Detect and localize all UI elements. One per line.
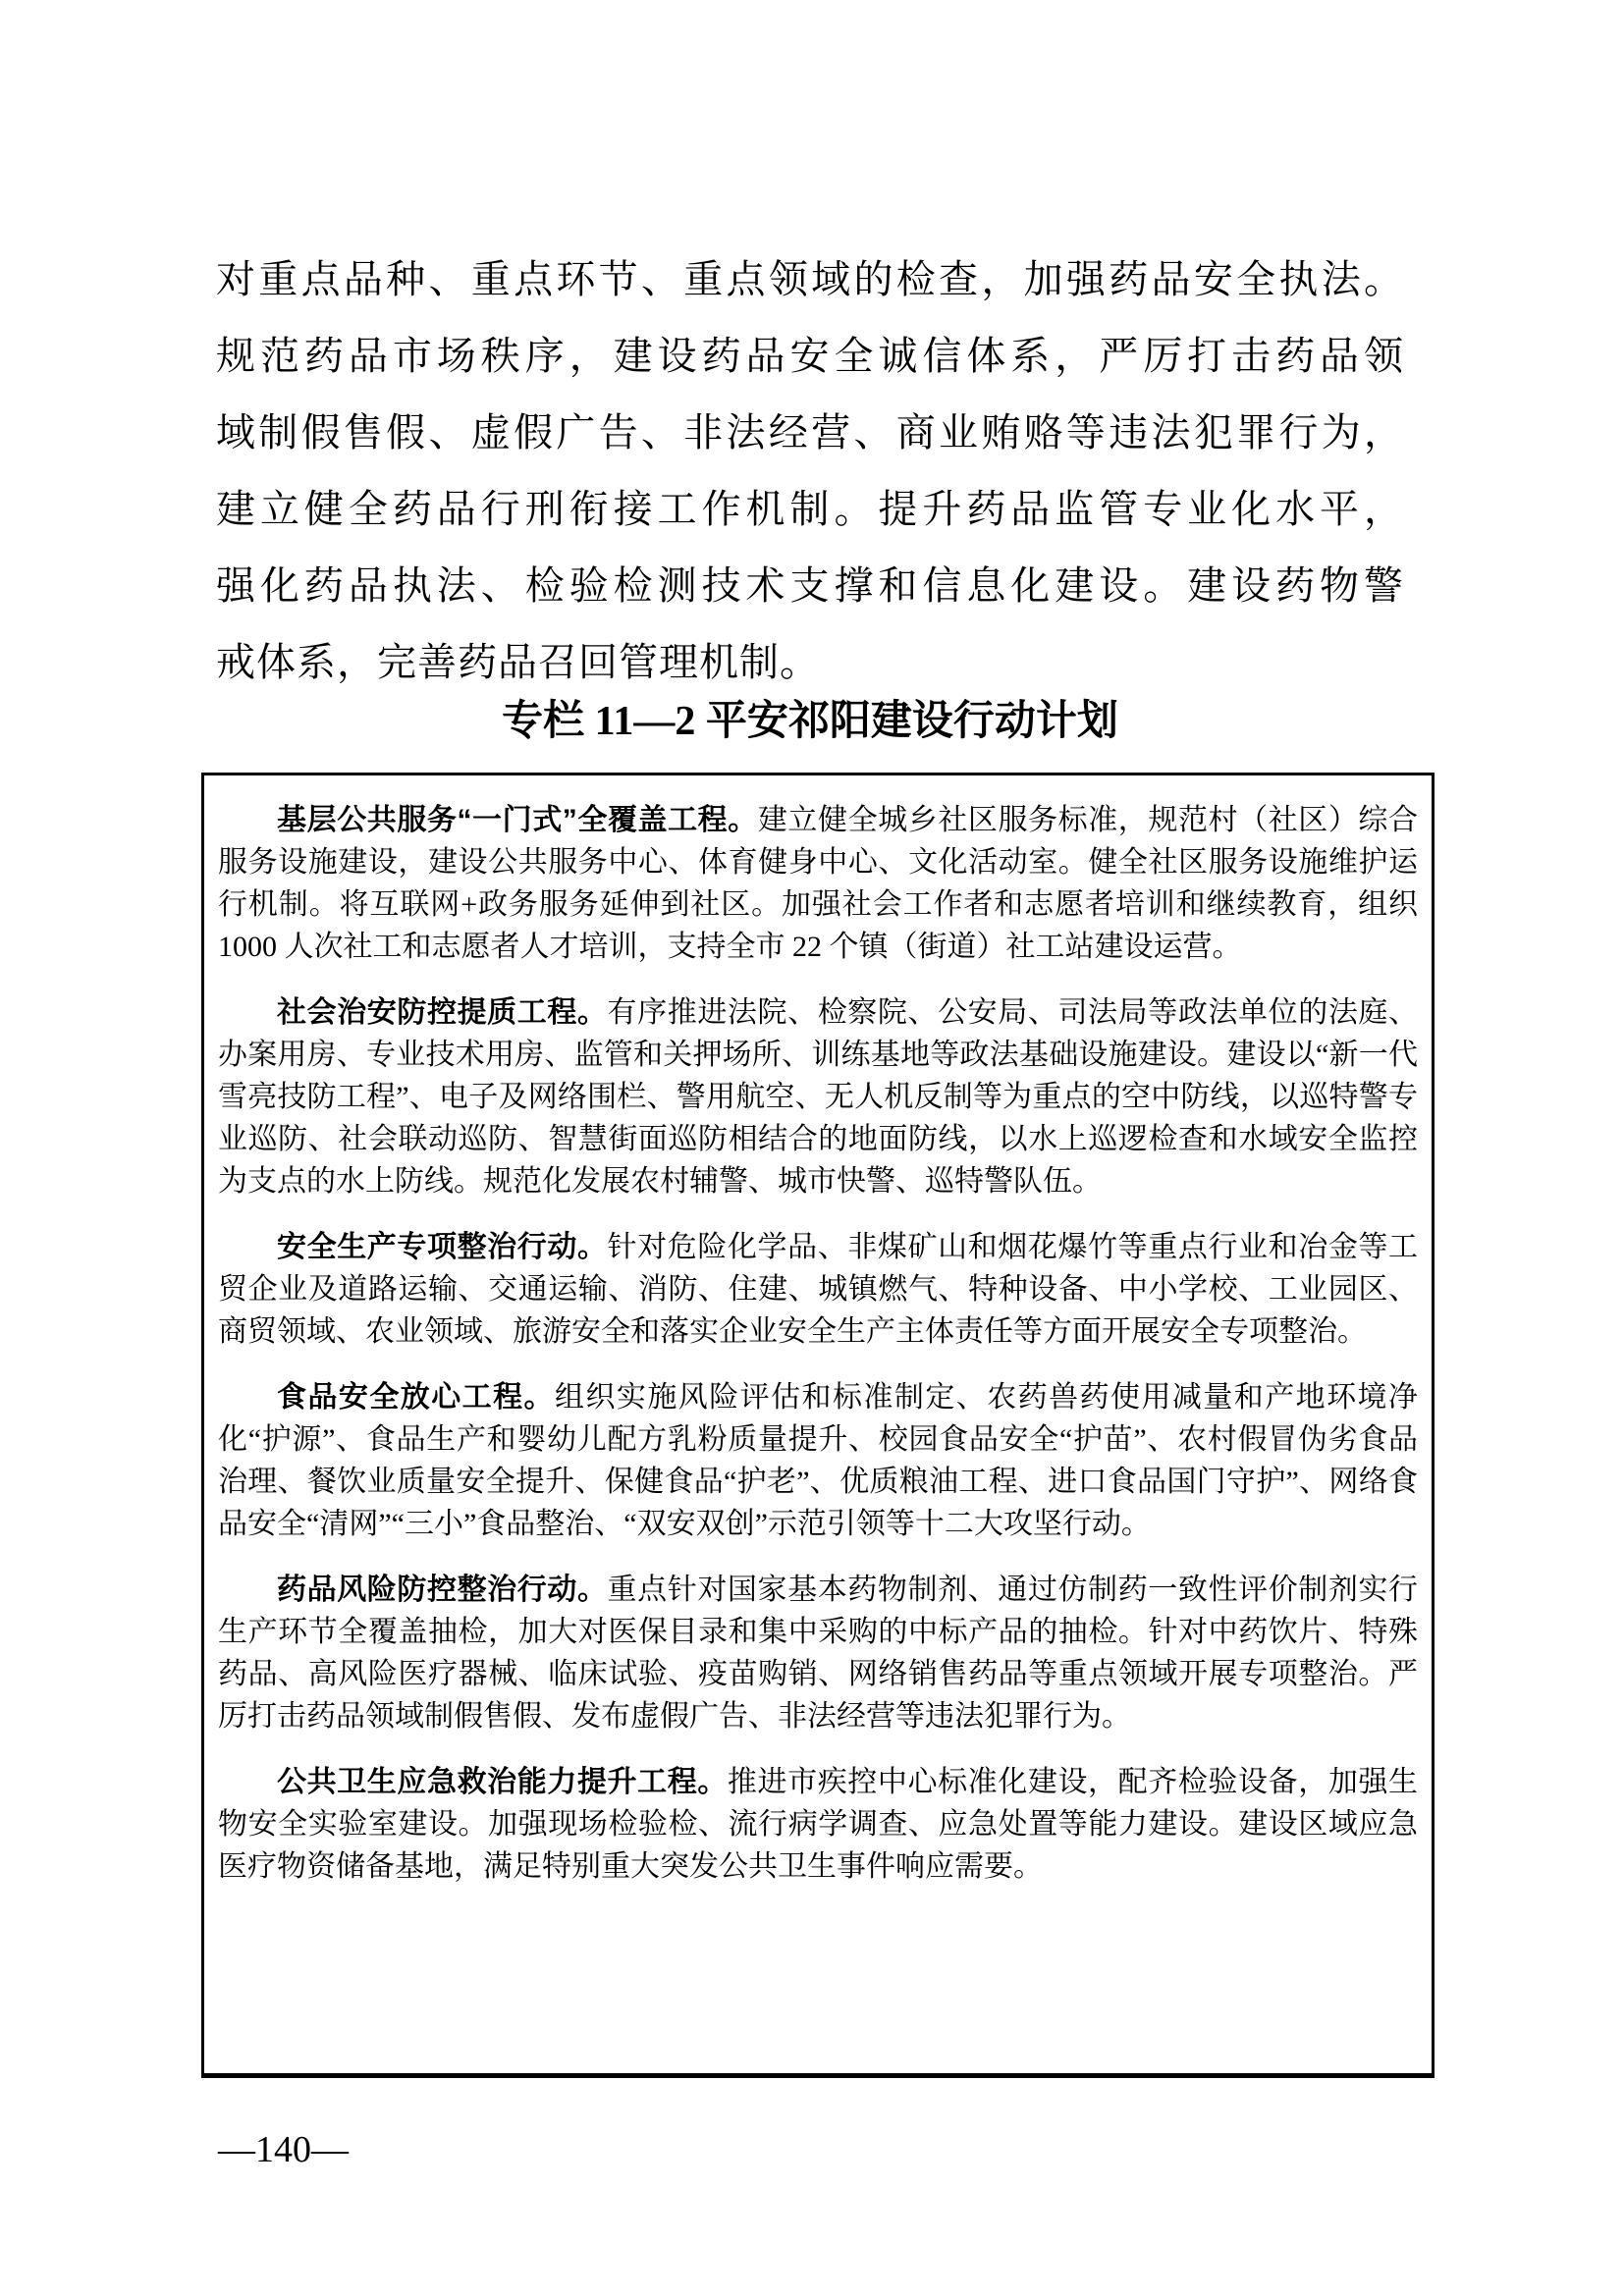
panel-paragraph [218,1569,1418,1737]
panel-paragraph [218,1376,1418,1545]
paragraph-body: 建立健全城乡社区服务标准，规范村（社区）综合服务设施建设，建设公共服务中心、体育健身中心、文化活动室。健全社区服务设施维护运行机制。将互联网+政务服务延伸到社区。加强社会工作者和志愿者培训和继续教育，组织 1000 人次社工和志愿者人才培训，支持全市 22 个镇（街道）社工站建设运营。 [218,804,1419,963]
action-plan-panel [201,773,1435,2078]
paragraph-heading: 食品安全放心工程。 [277,1381,555,1414]
paragraph-body: 重点针对国家基本药物制剂、通过仿制药一致性评价制剂实行生产环节全覆盖抽检，加大对医保目录和集中采购的中标产品的抽检。针对中药饮片、特殊药品、高风险医疗器械、临床试验、疫苗购销、网络销售药品等重点领域开展专项整治。严厉打击药品领域制假售假、发布虚假广告、非法经营等违法犯罪行为。 [218,1574,1419,1733]
paragraph-heading: 社会治安防控提质工程。 [277,996,608,1029]
paragraph-body: 推进市疾控中心标准化建设，配齐检验设备，加强生物安全实验室建设。加强现场检验检、流行病学调查、应急处置等能力建设。建设区域应急医疗物资储备基地，满足特别重大突发公共卫生事件响应需要。 [218,1766,1419,1883]
body-text-line: 戒体系，完善药品召回管理机制。 [216,640,820,684]
paragraph-body: 有序推进法院、检察院、公安局、司法局等政法单位的法庭、办案用房、专业技术用房、监管和关押场所、训练基地等政法基础设施建设。建设以“新一代雪亮技防工程”、电子及网络围栏、警用航空、无人机反制等为重点的空中防线，以巡特警专业巡防、社会联动巡防、智慧街面巡防相结合的地面防线，以水上巡逻检查和水域安全监控为支点的水上防线。规范化发展农村辅警、城市快警、巡特警队伍。 [218,996,1419,1198]
body-text-line: 规范药品市场秩序，建设药品安全诚信体系，严厉打击药品领 [216,334,1404,378]
paragraph-body: 组织实施风险评估和标准制定、农药兽药使用减量和产地环境净化“护源”、食品生产和婴幼儿配方乳粉质量提升、校园食品安全“护苗”、农村假冒伪劣食品治理、餐饮业质量安全提升、保健食品“护老”、优质粮油工程、进口食品国门守护”、网络食品安全“清网”“三小”食品整治、“双安双创”示范引领等十二大攻坚行动。 [218,1381,1418,1540]
body-text-line: 对重点品种、重点环节、重点领域的检查，加强药品安全执法。 [216,257,1404,301]
panel-title: 专栏 11—2 平安祁阳建设行动计划 [502,699,1118,744]
panel-paragraph [218,1226,1418,1353]
paragraph-heading: 安全生产专项整治行动。 [277,1231,608,1263]
panel-paragraph [218,1761,1418,1888]
page-number: —140— [218,2129,349,2170]
body-text-line: 域制假售假、虚假广告、非法经营、商业贿赂等违法犯罪行为， [216,410,1404,454]
body-text-line: 强化药品执法、检验检测技术支撑和信息化建设。建设药物警 [216,563,1404,608]
paragraph-body: 针对危险化学品、非煤矿山和烟花爆竹等重点行业和冶金等工贸企业及道路运输、交通运输、消防、住建、城镇燃气、特种设备、中小学校、工业园区、商贸领域、农业领域、旅游安全和落实企业安全生产主体责任等方面开展安全专项整治。 [218,1231,1419,1348]
body-paragraph [216,241,1404,701]
panel-paragraph [218,991,1418,1202]
panel-paragraph [218,799,1418,968]
paragraph-heading: 药品风险防控整治行动。 [277,1574,608,1606]
body-text-line: 建立健全药品行刑衔接工作机制。提升药品监管专业化水平， [216,487,1404,531]
paragraph-heading: 公共卫生应急救治能力提升工程。 [277,1766,728,1798]
paragraph-heading: 基层公共服务“一门式”全覆盖工程。 [277,804,758,836]
